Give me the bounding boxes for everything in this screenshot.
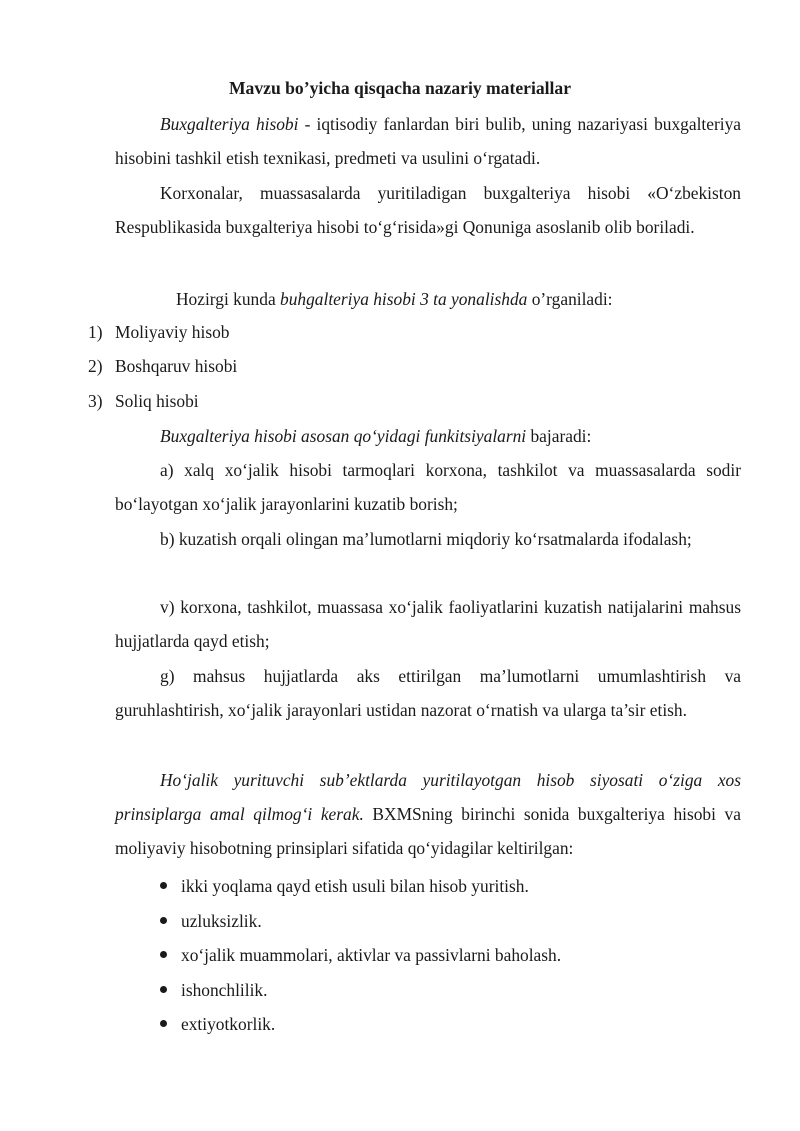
- list-item: Boshqaruv hisobi: [115, 356, 238, 376]
- bullet-item: xo‘jalik muammolari, aktivlar va passivlarni baholash.: [181, 945, 562, 965]
- page-title: Mavzu bo’yicha qisqacha nazariy materiallar: [228, 78, 572, 98]
- bullet-item: ikki yoqlama qayd etish usuli bilan hisob yuritish.: [181, 876, 529, 896]
- list-number: 1): [88, 322, 103, 342]
- function-item-b: b) kuzatish orqali olingan ma’lumotlarni miqdoriy ko‘rsatmalarda ifodalash;: [160, 529, 692, 549]
- function-item-g: g) mahsus hujjatlarda aks ettirilgan ma’lumotlarni umumlashtirish va guruhlashtirish, xo‘jalik jarayonlari ustidan nazorat o‘rnatish va ularga ta’sir etish.: [115, 666, 741, 721]
- list-number: 2): [88, 356, 103, 376]
- principles-text: BXMSning birinchi sonida buxgalteriya hisobi va moliyaviy hisobotning prinsiplari sifatida qo‘yidagilar keltirilgan:: [115, 804, 741, 859]
- paragraph-text: - iqtisodiy fanlardan biri bulib, uning nazariyasi buxgalteriya hisobini tashkil etish texnikasi, predmeti va usulini o‘rgatadi.: [115, 114, 741, 169]
- bullet-icon: [160, 986, 167, 993]
- bullet-item: uzluksizlik.: [181, 911, 262, 931]
- list-item: Soliq hisobi: [115, 391, 199, 411]
- function-item-v: v) korxona, tashkilot, muassasa xo‘jalik faoliyatlarini kuzatish natijalarini mahsus hujjatlarda qayd etish;: [115, 597, 741, 652]
- function-item-a: a) xalq xo‘jalik hisobi tarmoqlari korxona, tashkilot va muassasalarda sodir bo‘layotgan xo‘jalik jarayonlarini kuzatib borish;: [115, 460, 741, 515]
- directions-post: o’rganiladi:: [527, 289, 613, 309]
- bullet-icon: [160, 882, 167, 889]
- list-item: Moliyaviy hisob: [115, 322, 230, 342]
- functions-post: bajaradi:: [526, 426, 592, 446]
- paragraph-functions: [160, 424, 591, 448]
- term-italic: Buxgalteriya hisobi: [160, 114, 299, 134]
- paragraph-directions: [176, 287, 613, 311]
- bullet-item: ishonchlilik.: [181, 980, 268, 1000]
- paragraph-law: Korxonalar, muassasalarda yuritiladigan buxgalteriya hisobi «O‘zbekiston Respublikasida buxgalteriya hisobi to‘g‘risida»gi Qonuniga asoslanib olib boriladi.: [115, 183, 741, 238]
- bullet-icon: [160, 951, 167, 958]
- paragraph-principles: [115, 763, 741, 866]
- paragraph-definition: [115, 107, 741, 175]
- principles-italic: Ho‘jalik yurituvchi sub’ektlarda yuritilayotgan hisob siyosati o‘ziga xos prinsiplarga amal qilmog‘i kerak.: [115, 770, 741, 825]
- bullet-icon: [160, 1020, 167, 1027]
- bullet-icon: [160, 917, 167, 924]
- directions-pre: Hozirgi kunda: [176, 289, 281, 309]
- functions-italic: Buxgalteriya hisobi asosan qo‘yidagi funkitsiyalarni: [160, 426, 527, 446]
- bullet-item: extiyotkorlik.: [181, 1014, 276, 1034]
- list-number: 3): [88, 391, 103, 411]
- directions-italic: buhgalteriya hisobi 3 ta yonalishda: [280, 289, 528, 309]
